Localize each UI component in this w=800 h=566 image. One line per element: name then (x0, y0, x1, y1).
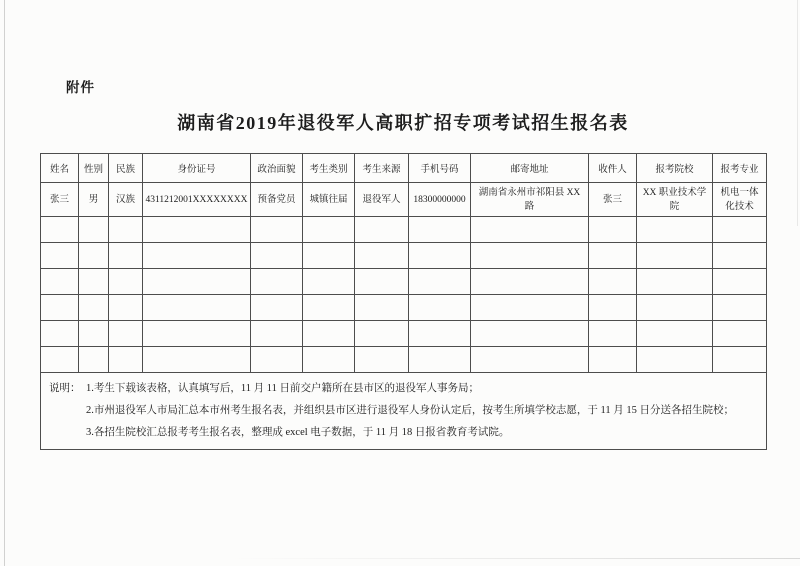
empty-cell (109, 321, 143, 347)
scan-edge-bottom (230, 558, 800, 559)
empty-row (41, 243, 767, 269)
empty-cell (303, 217, 355, 243)
empty-cell (589, 269, 637, 295)
empty-cell (251, 347, 303, 373)
header-cell-institution: 报考院校 (637, 154, 713, 183)
empty-cell (109, 217, 143, 243)
empty-cell (109, 269, 143, 295)
empty-cell (409, 347, 471, 373)
empty-cell (409, 295, 471, 321)
header-cell-recipient: 收件人 (589, 154, 637, 183)
empty-cell (41, 321, 79, 347)
empty-cell (251, 269, 303, 295)
empty-cell (79, 321, 109, 347)
empty-cell (637, 269, 713, 295)
empty-cell (109, 295, 143, 321)
empty-cell (355, 217, 409, 243)
empty-cell (637, 321, 713, 347)
title-wrap (40, 109, 766, 135)
cell-mobile: 18300000000 (409, 183, 471, 217)
header-cell-major: 报考专业 (713, 154, 767, 183)
header-cell-candidate-category: 考生类别 (303, 154, 355, 183)
empty-cell (471, 217, 589, 243)
empty-cell (355, 347, 409, 373)
empty-row (41, 321, 767, 347)
empty-row (41, 217, 767, 243)
notes-cell (41, 373, 767, 450)
empty-cell (251, 295, 303, 321)
note-item-3: 3.各招生院校汇总报考考生报名表，整理成 excel 电子数据，于 11 月 18 日报省教育考试院。 (86, 427, 510, 438)
empty-cell (355, 243, 409, 269)
empty-cell (713, 347, 767, 373)
empty-cell (355, 269, 409, 295)
empty-cell (409, 269, 471, 295)
empty-cell (109, 347, 143, 373)
notes-row (41, 373, 767, 450)
form-title: 湖南省2019年退役军人高职扩招专项考试招生报名表 (177, 113, 629, 133)
empty-cell (303, 295, 355, 321)
empty-cell (143, 243, 251, 269)
empty-cell (41, 347, 79, 373)
empty-cell (41, 269, 79, 295)
cell-institution: XX 职业技术学院 (637, 183, 713, 217)
empty-cell (355, 321, 409, 347)
empty-cell (143, 347, 251, 373)
notes-label: 说明： (49, 383, 81, 394)
empty-cell (589, 217, 637, 243)
table-body (41, 154, 767, 450)
header-cell-candidate-source: 考生来源 (355, 154, 409, 183)
cell-major: 机电一体化技术 (713, 183, 767, 217)
note-item-1: 1.考生下载该表格，认真填写后，11 月 11 日前交户籍所在县市区的退役军人事务局； (86, 383, 479, 394)
cell-mailing-address: 湖南省永州市祁阳县 XX 路 (471, 183, 589, 217)
empty-cell (409, 217, 471, 243)
empty-cell (589, 321, 637, 347)
header-cell-ethnicity: 民族 (109, 154, 143, 183)
empty-cell (409, 243, 471, 269)
empty-cell (143, 217, 251, 243)
scan-edge-left (4, 0, 5, 566)
empty-cell (109, 243, 143, 269)
empty-cell (713, 269, 767, 295)
notes-block (49, 378, 758, 444)
cell-political-status: 预备党员 (251, 183, 303, 217)
empty-cell (589, 347, 637, 373)
cell-candidate-source: 退役军人 (355, 183, 409, 217)
cell-id-number: 4311212001XXXXXXXX (143, 183, 251, 217)
empty-cell (41, 243, 79, 269)
empty-cell (251, 321, 303, 347)
header-cell-mobile: 手机号码 (409, 154, 471, 183)
cell-name: 张三 (41, 183, 79, 217)
empty-row (41, 295, 767, 321)
empty-cell (471, 347, 589, 373)
registration-table (40, 153, 767, 450)
empty-cell (79, 217, 109, 243)
empty-cell (143, 321, 251, 347)
empty-cell (637, 347, 713, 373)
empty-cell (303, 243, 355, 269)
scan-edge-right (797, 0, 798, 226)
empty-cell (303, 269, 355, 295)
empty-cell (713, 295, 767, 321)
empty-cell (143, 269, 251, 295)
empty-cell (79, 243, 109, 269)
empty-cell (471, 269, 589, 295)
empty-cell (251, 243, 303, 269)
header-cell-gender: 性别 (79, 154, 109, 183)
empty-cell (471, 243, 589, 269)
cell-recipient: 张三 (589, 183, 637, 217)
empty-cell (79, 347, 109, 373)
header-cell-political-status: 政治面貌 (251, 154, 303, 183)
note-item-2: 2.市州退役军人市局汇总本市州考生报名表，并组织县市区进行退役军人身份认定后，按考生所填学校志愿，于 11 月 15 日分送各招生院校； (86, 405, 734, 416)
cell-ethnicity: 汉族 (109, 183, 143, 217)
empty-cell (713, 243, 767, 269)
empty-cell (251, 217, 303, 243)
empty-cell (303, 347, 355, 373)
empty-cell (79, 295, 109, 321)
header-cell-mailing-address: 邮寄地址 (471, 154, 589, 183)
header-cell-name: 姓名 (41, 154, 79, 183)
empty-cell (637, 295, 713, 321)
empty-cell (409, 321, 471, 347)
table-row (41, 183, 767, 217)
empty-cell (471, 321, 589, 347)
empty-cell (303, 321, 355, 347)
empty-cell (41, 295, 79, 321)
empty-cell (41, 217, 79, 243)
empty-cell (471, 295, 589, 321)
empty-cell (589, 243, 637, 269)
empty-row (41, 269, 767, 295)
empty-cell (143, 295, 251, 321)
cell-candidate-category: 城镇往届 (303, 183, 355, 217)
empty-cell (355, 295, 409, 321)
empty-cell (713, 217, 767, 243)
empty-cell (713, 321, 767, 347)
cell-gender: 男 (79, 183, 109, 217)
empty-cell (589, 295, 637, 321)
empty-cell (79, 269, 109, 295)
empty-cell (637, 243, 713, 269)
empty-row (41, 347, 767, 373)
attachment-label: 附件 (66, 80, 95, 95)
table-header-row (41, 154, 767, 183)
header-cell-id-number: 身份证号 (143, 154, 251, 183)
empty-cell (637, 217, 713, 243)
